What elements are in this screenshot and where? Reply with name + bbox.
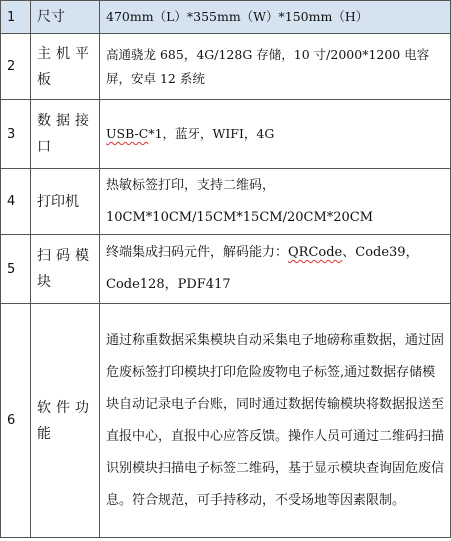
spellcheck-marked-text: QRCode xyxy=(288,245,343,260)
table-row xyxy=(1,304,451,538)
row-value-line: 10CM*10CM/15CM*15CM/20CM*20CM xyxy=(106,209,374,225)
row-name: 打印机 xyxy=(31,169,100,235)
row-value xyxy=(100,235,451,304)
row-name: 主机平板 xyxy=(31,34,100,100)
row-number: 2 xyxy=(1,34,31,100)
spellcheck-marked-text: USB-C xyxy=(106,126,149,141)
row-number: 5 xyxy=(1,235,31,304)
row-value xyxy=(100,100,451,169)
row-number: 3 xyxy=(1,100,31,169)
table-row xyxy=(1,169,451,235)
row-number: 6 xyxy=(1,304,31,538)
row-value-line: 热敏标签打印，支持二维码， xyxy=(106,177,276,193)
row-value: 通过称重数据采集模块自动采集电子地磅称重数据，通过固危废标签打印模块打印危险废物电子标签,通过数据存储模块自动记录电子台账，同时通过数据传输模块将数据报送至直报中心，直报中心应答反馈。操作人员可通过二维码扫描识别模块扫描电子标签二维码，基于显示模块查询固危废信息。符合规范，可手持移动，不受场地等因素限制。 xyxy=(100,304,451,538)
row-value: 高通骁龙 685，4G/128G 存储，10 寸/2000*1200 电容屏，安卓 12 系统 xyxy=(100,34,451,100)
table-row xyxy=(1,100,451,169)
row-name: 数据接口 xyxy=(31,100,100,169)
row-value-rest: *1，蓝牙，WIFI，4G xyxy=(148,126,275,141)
table-row xyxy=(1,1,451,34)
row-name: 扫码模块 xyxy=(31,235,100,304)
row-name: 尺寸 xyxy=(31,1,100,34)
table-row xyxy=(1,235,451,304)
row-number: 1 xyxy=(1,1,31,34)
table-row xyxy=(1,34,451,100)
row-value: 470mm（L）*355mm（W）*150mm（H） xyxy=(100,1,451,34)
row-value xyxy=(100,169,451,235)
row-value-pre: 终端集成扫码元件，解码能力： xyxy=(106,245,289,260)
row-name: 软件功能 xyxy=(31,304,100,538)
row-number: 4 xyxy=(1,169,31,235)
row-value-post: 、Code39，Code128，PDF417 xyxy=(106,245,419,292)
